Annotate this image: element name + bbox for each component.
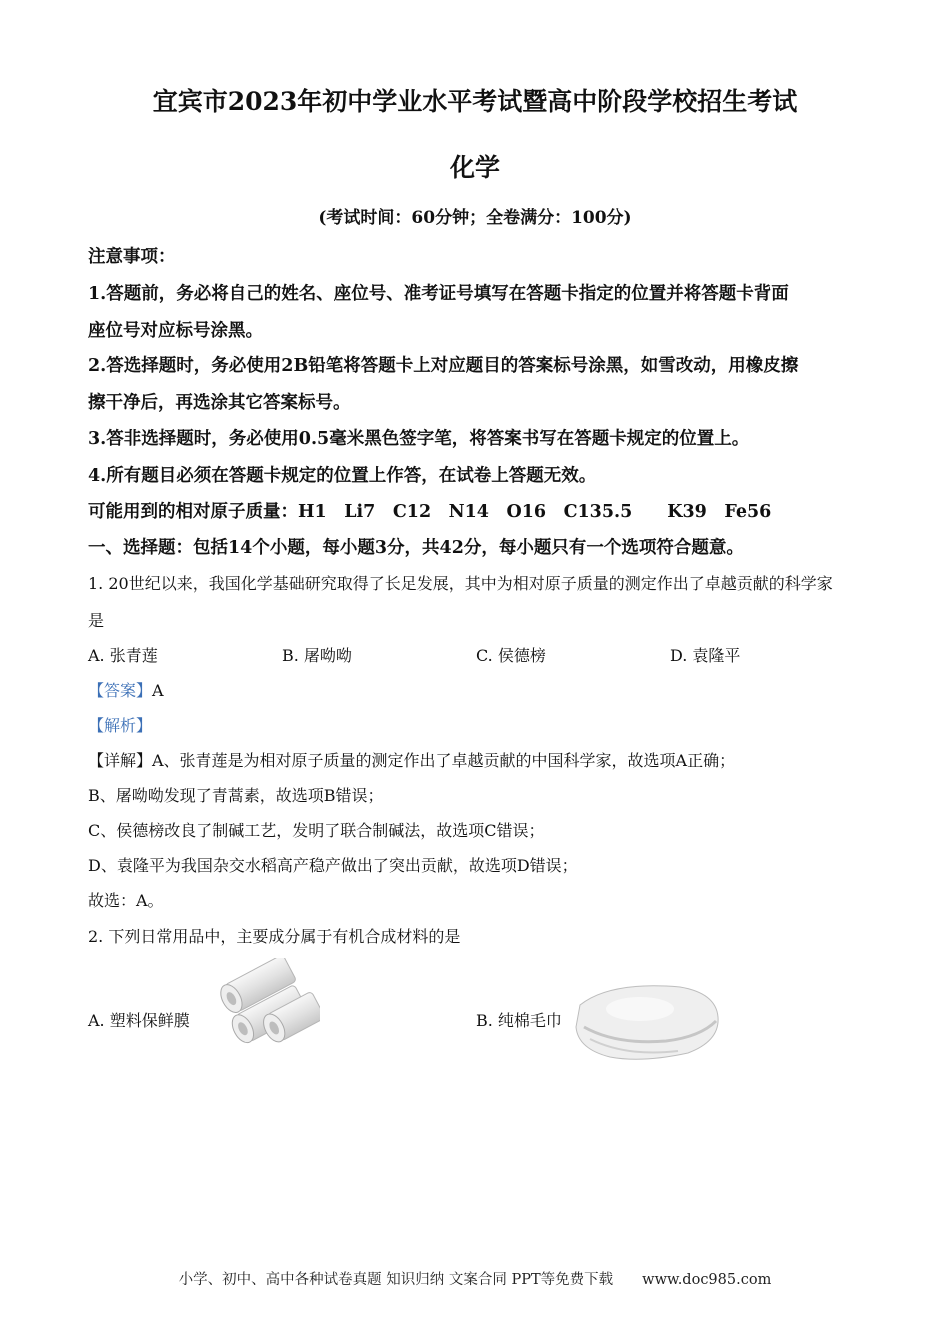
notice-heading: 注意事项： [88,247,176,267]
analysis-label: 【解析】 [88,716,153,735]
q1-conclusion: 故选：A。 [88,891,164,910]
q1-detail-line-2: B、屠呦呦发现了青蒿素，故选项B错误； [88,786,384,805]
q2-stem: 2. 下列日常用品中，主要成分属于有机合成材料的是 [88,927,461,946]
page-footer: 小学、初中、高中各种试卷真题 知识归纳 文案合同 PPT等免费下载 www.doc985.com [178,1272,772,1288]
q1-option-a: A. 张青莲 [88,646,158,665]
q1-detail-line-3: C、侯德榜改良了制碱工艺，发明了联合制碱法，故选项C错误； [88,821,545,840]
q2-option-a: A. 塑料保鲜膜 [88,1011,190,1030]
q1-detail-line-4: D、袁隆平为我国杂交水稻高产稳产做出了突出贡献，故选项D错误； [88,856,578,875]
exam-subject: 化学 [449,153,500,182]
q1-detail-line-1: 【详解】A、张青莲是为相对原子质量的测定作出了卓越贡献的中国科学家，故选项A正确； [88,751,736,770]
notice-item-2-line-2: 擦干净后，再选涂其它答案标号。 [88,393,351,413]
q1-answer [88,678,164,701]
exam-time-info: (考试时间：60分钟；全卷满分：100分) [318,208,632,228]
notice-item-1-line-2: 座位号对应标号涂黑。 [88,321,263,341]
q1-stem-line-2: 是 [88,611,105,630]
notice-item-1-line-1: 1.答题前，务必将自己的姓名、座位号、准考证号填写在答题卡指定的位置并将答题卡背面 [88,284,789,304]
notice-item-4: 4.所有题目必须在答题卡规定的位置上作答，在试卷上答题无效。 [88,466,597,486]
answer-label: 【答案】 [88,681,153,700]
q1-option-b: B. 屠呦呦 [282,646,352,665]
answer-value: A [152,681,164,700]
notice-item-3: 3.答非选择题时，务必使用0.5毫米黑色签字笔，将答案书写在答题卡规定的位置上。 [88,429,750,449]
q1-stem-line-1: 1. 20世纪以来，我国化学基础研究取得了长足发展，其中为相对原子质量的测定作出了卓越贡献的科学家 [88,574,833,593]
atomic-masses: 可能用到的相对原子质量：H1 Li7 C12 N14 O16 C135.5 K39 Fe56 [88,502,772,522]
cotton-towel-image [570,975,722,1063]
notice-item-2-line-1: 2.答选择题时，务必使用2B铅笔将答题卡上对应题目的答案标号涂黑，如雪改动，用橡皮擦 [88,356,799,376]
plastic-wrap-rolls-image [214,958,320,1058]
q2-option-b: B. 纯棉毛巾 [476,1011,562,1030]
exam-title: 宜宾市2023年初中学业水平考试暨高中阶段学校招生考试 [152,87,798,116]
q1-option-d: D. 袁隆平 [670,646,741,665]
section-1-heading: 一、选择题：包括14个小题，每小题3分，共42分，每小题只有一个选项符合题意。 [88,538,744,558]
q1-option-c: C. 侯德榜 [476,646,546,665]
